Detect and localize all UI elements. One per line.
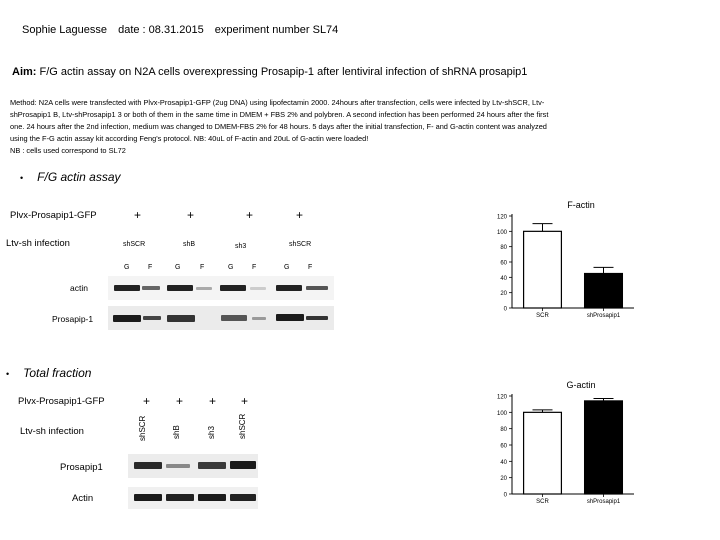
- x-tick-label: SCR: [536, 499, 549, 505]
- bar: [524, 412, 562, 494]
- aim-text: F/G actin assay on N2A cells overexpressing Prosapip-1 after lentiviral infection of shRNA prosapip1: [39, 66, 528, 78]
- fg-blot-label-prosapip: Prosapip-1: [52, 314, 94, 324]
- gf-label: G: [175, 264, 181, 271]
- fg-section-title: F/G actin assay: [37, 170, 121, 184]
- y-tick-label: 40: [500, 459, 507, 466]
- bar: [524, 231, 562, 308]
- bar: [585, 274, 623, 309]
- method-line: Method: N2A cells were transfected with Plvx-Prosapip1-GFP (2ug DNA) using lipofectamin 2000. 24hours after transfection, cells were infected by Ltv-shSCR, Ltv-: [10, 98, 545, 107]
- y-tick-label: 20: [500, 291, 507, 298]
- actin-blot-image: [108, 276, 334, 300]
- prosapip-blot-image: [108, 306, 334, 330]
- y-tick-label: 60: [500, 260, 507, 267]
- total-infection-2: shB: [172, 425, 181, 439]
- aim-line: [12, 66, 527, 78]
- x-tick-label: SCR: [536, 313, 549, 319]
- gf-label: G: [124, 264, 130, 271]
- fg-row-plvx-label: Plvx-Prosapip1-GFP: [10, 210, 97, 221]
- fg-blot-label-actin: actin: [70, 283, 88, 293]
- experiment-header: [22, 24, 346, 36]
- method-paragraph: [10, 97, 712, 157]
- fg-plus-2: +: [187, 208, 195, 222]
- gf-label: G: [284, 264, 290, 271]
- y-tick-label: 120: [496, 214, 507, 221]
- gf-label: F: [308, 264, 313, 271]
- total-section-title: Total fraction: [23, 366, 92, 380]
- y-tick-label: 100: [496, 410, 507, 417]
- method-line: one. 24 hours after the 2nd infection, medium was changed to DMEM-FBS 2% for 48 hours. 5 days after the initial transfection, F- and G-actin content was analyzed: [10, 122, 547, 131]
- y-tick-label: 0: [503, 306, 507, 313]
- total-row-infection-label: Ltv-sh infection: [20, 426, 84, 437]
- aim-label: Aim:: [12, 66, 37, 78]
- fg-infection-2: shB: [183, 241, 196, 248]
- gf-label: F: [252, 264, 257, 271]
- y-tick-label: 60: [500, 443, 507, 450]
- fg-plus-1: +: [134, 208, 142, 222]
- author-name: Sophie Laguesse: [22, 24, 108, 36]
- gf-label: F: [200, 264, 205, 271]
- bullet-icon: •: [20, 173, 24, 183]
- total-infection-3: sh3: [207, 426, 216, 439]
- method-line: NB : cells used correspond to SL72: [10, 146, 126, 155]
- total-blot-label-actin: Actin: [72, 493, 94, 504]
- total-plus-4: +: [241, 394, 249, 408]
- method-line: shProsapip1 B, Ltv-shProsapip1 3 or both of them in the same time in DMEM + FBS 2% and polybren. A second infection has been performed 24 hours after the first: [10, 110, 549, 119]
- fg-infection-4: shSCR: [289, 241, 312, 248]
- method-line: using the F-G actin assay kit according Feng's protocol. NB: 40uL of F-actin and 20uL of G-actin were loaded!: [10, 134, 369, 143]
- chart-title: F-actin: [567, 200, 595, 210]
- total-plus-2: +: [176, 394, 184, 408]
- total-plus-1: +: [143, 394, 151, 408]
- x-tick-label: shProsapip1: [586, 499, 621, 505]
- fg-plus-3: +: [246, 208, 254, 222]
- total-plus-3: +: [209, 394, 217, 408]
- g-actin-chart: [476, 374, 666, 514]
- fg-plus-4: +: [296, 208, 304, 222]
- f-actin-chart: [476, 194, 666, 330]
- gf-label: G: [228, 264, 234, 271]
- y-tick-label: 40: [500, 275, 507, 282]
- fg-row-infection-label: Ltv-sh infection: [6, 238, 70, 249]
- total-row-plvx-label: Plvx-Prosapip1-GFP: [18, 396, 105, 407]
- y-tick-label: 80: [500, 245, 507, 252]
- experiment-number: experiment number SL74: [214, 24, 339, 36]
- y-tick-label: 20: [500, 476, 507, 483]
- y-tick-label: 0: [503, 492, 507, 499]
- bullet-icon: •: [6, 369, 10, 379]
- total-prosapip-blot-image: [128, 454, 258, 478]
- total-infection-1: shSCR: [138, 415, 147, 441]
- total-blot-label-prosapip: Prosapip1: [60, 462, 103, 473]
- x-tick-label: shProsapip1: [586, 313, 621, 319]
- fg-infection-3: sh3: [235, 243, 247, 250]
- chart-title: G-actin: [566, 380, 596, 390]
- bar: [585, 401, 623, 494]
- y-tick-label: 100: [496, 229, 507, 236]
- gf-label: F: [148, 264, 153, 271]
- experiment-date: date : 08.31.2015: [118, 24, 204, 36]
- total-infection-4: shSCR: [238, 413, 247, 439]
- y-tick-label: 80: [500, 427, 507, 434]
- total-section-heading: [6, 366, 91, 380]
- fg-infection-1: shSCR: [123, 241, 146, 248]
- y-tick-label: 120: [496, 394, 507, 401]
- fg-section-heading: [20, 170, 121, 184]
- total-actin-blot-image: [128, 487, 258, 509]
